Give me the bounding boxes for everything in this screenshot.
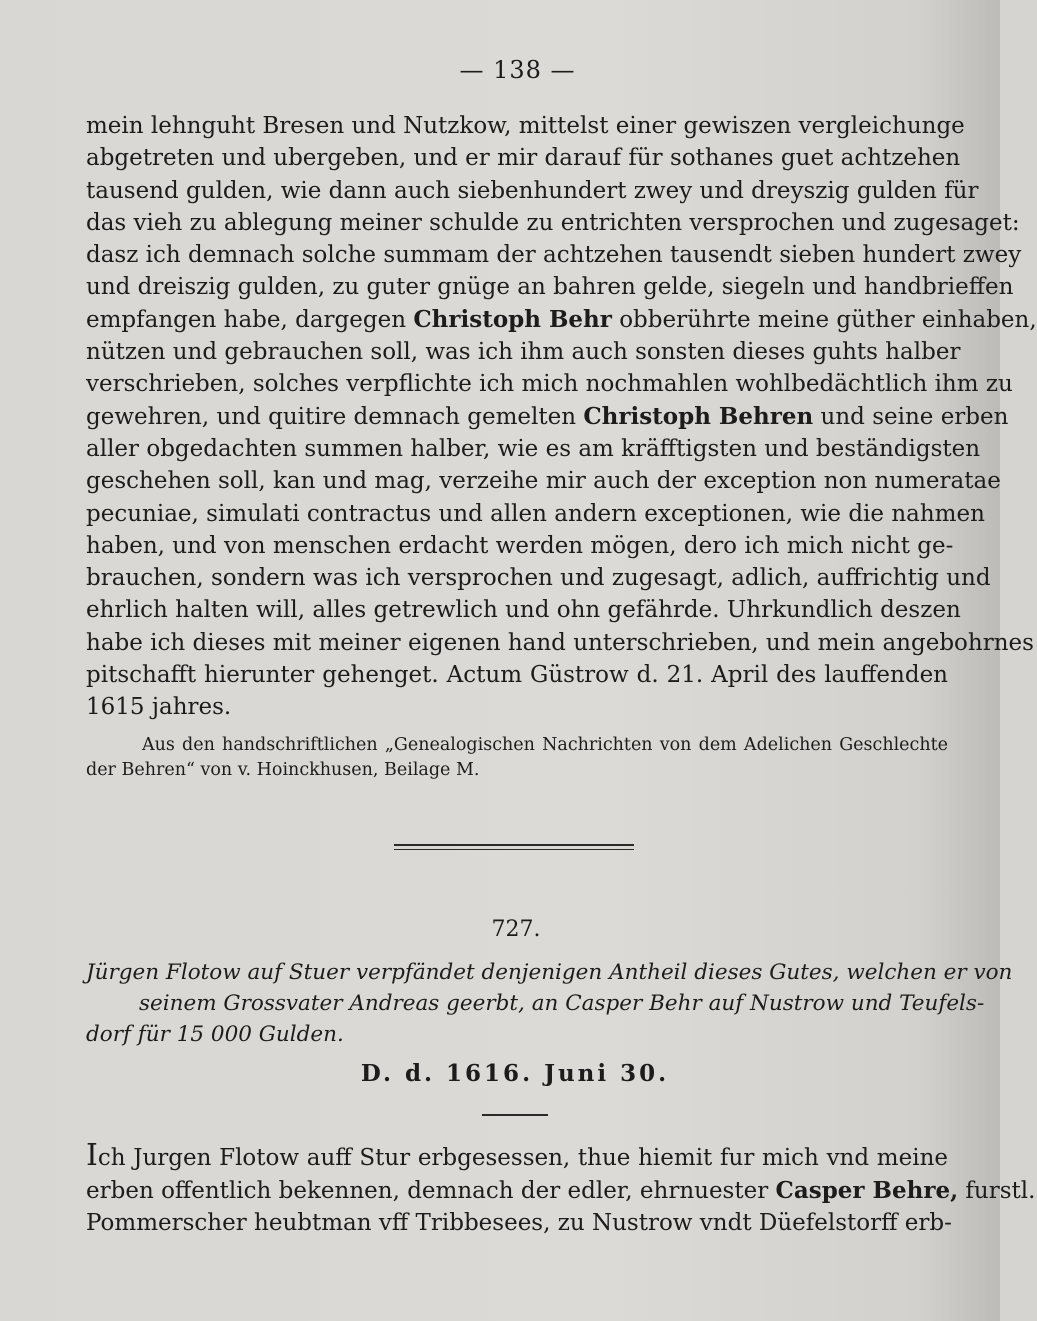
divider-line: [394, 844, 634, 846]
text-line: abgetreten und ubergeben, und er mir darauf für sothanes guet achtzehen: [86, 145, 961, 172]
section-divider: [394, 844, 634, 853]
text-line: pitschafft hierunter gehenget. Actum Güstrow d. 21. April des lauffenden: [86, 662, 948, 689]
summary-line: seinem Grossvater Andreas geerbt, an Casper Behr auf Nustrow und Teufels-: [139, 991, 985, 1016]
text-line: [86, 304, 1037, 336]
text-line: ehrlich halten will, alles getrewlich und ohn gefährde. Uhrkundlich deszen: [86, 597, 961, 624]
source-line: der Behren“ von v. Hoinckhusen, Beilage M.: [86, 759, 480, 780]
text-line: aller obgedachten summen halber, wie es am kräfftigsten und beständigsten: [86, 435, 981, 462]
text-line: und dreiszig gulden, zu guter gnüge an bahren gelde, siegeln und handbrieffen: [86, 274, 1014, 301]
text-line: das vieh zu ablegung meiner schulde zu entrichten versprochen und zugesaget:: [86, 209, 1020, 236]
divider-line: [394, 849, 634, 851]
charter-text: [86, 110, 1037, 724]
text-line: brauchen, sondern was ich versprochen und zugesagt, adlich, auffrichtig und: [86, 565, 991, 592]
source-line: Aus den handschriftlichen „Genealogischen Nachrichten von dem Adelichen Geschlechte: [142, 735, 948, 755]
text-line: [86, 1140, 948, 1175]
text-line: haben, und von menschen erdacht werden mögen, dero ich mich nicht ge-: [86, 532, 954, 559]
text-line: [86, 1175, 1036, 1208]
document-body: [86, 1138, 1036, 1240]
source-note: [86, 733, 948, 782]
text-line: Pommerscher heubtman vff Tribbesees, zu Nustrow vndt Düefelstorff erb-: [86, 1210, 952, 1236]
text-line: tausend gulden, wie dann auch siebenhundert zwey und dreyszig gulden für: [86, 177, 979, 204]
text-segment: erben offentlich bekennen, demnach der edler, ehrnuester: [86, 1177, 776, 1204]
document-number: 727.: [491, 917, 541, 942]
text-segment: furstl.: [958, 1177, 1036, 1204]
text-segment: und seine erben: [813, 403, 1009, 430]
page-number: — 138 —: [459, 56, 576, 84]
person-name-casper-behre: Casper Behre,: [775, 1176, 959, 1204]
text-line: nützen und gebrauchen soll, was ich ihm auch sonsten dieses guhts halber: [86, 339, 961, 366]
date-rule: [482, 1114, 548, 1116]
document-date: D. d. 1616. Juni 30.: [360, 1060, 670, 1087]
person-name-christoph-behren: Christoph Behren: [583, 402, 814, 430]
text-line: dasz ich demnach solche summam der achtzehen tausendt sieben hundert zwey: [86, 242, 1022, 269]
text-segment: ch Jurgen Flotow auff Stur erbgesessen, thue hiemit fur mich vnd meine: [97, 1145, 948, 1171]
person-name-christoph-behr: Christoph Behr: [413, 305, 612, 333]
summary-line: Jürgen Flotow auf Stuer verpfändet denjenigen Antheil dieses Gutes, welchen er von: [86, 960, 1013, 985]
text-segment: obberührte meine güther einhaben,: [611, 306, 1037, 333]
document-summary: [86, 957, 1013, 1050]
text-line: geschehen soll, kan und mag, verzeihe mir auch der exception non numeratae: [86, 468, 1001, 495]
text-segment: empfangen habe, dargegen: [86, 306, 414, 333]
text-line: mein lehnguht Bresen und Nutzkow, mittelst einer gewiszen vergleichunge: [86, 113, 965, 139]
text-line: verschrieben, solches verpflichte ich mich nochmahlen wohlbedächtlich ihm zu: [86, 371, 1013, 398]
text-line: 1615 jahres.: [86, 694, 232, 721]
initial-letter: I: [86, 1138, 98, 1173]
text-line: pecuniae, simulati contractus und allen andern exceptionen, wie die nahmen: [86, 500, 985, 527]
text-segment: gewehren, und quitire demnach gemelten: [86, 403, 584, 430]
text-line: habe ich dieses mit meiner eigenen hand unterschrieben, und mein angebohrnes: [86, 629, 1034, 656]
summary-line: dorf für 15 000 Gulden.: [86, 1022, 344, 1047]
text-line: [86, 401, 1009, 433]
